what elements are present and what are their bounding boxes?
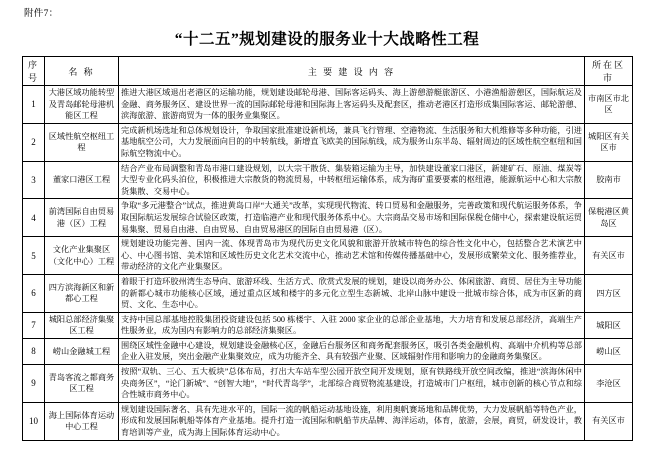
row-region: 城阳区 (585, 312, 633, 338)
row-content: 结合产业布局调整和青岛市港口建设规划，以大宗干散货、集装箱运输为主导，加快建设董家口港区，新建矿石、原油、煤炭等大型专业化码头泊位，积极推进大宗散货的物流贸易，中转枢纽运输体系，成为海矿重要要素的枢纽港，能源航运中心和大宗散货集散、交易中心。 (119, 161, 585, 199)
row-no: 6 (23, 274, 45, 312)
table-row (23, 402, 633, 440)
row-content: 规划建设功能完善、国内一流、体现青岛市为现代历史文化风貌和旅游开放城市特色的综合性文化中心，包括整合艺术演艺中心、中心图书馆、美术馆和区域性历史文化艺术交流中心，推动艺术馆和传媒传播基础中心，发展形成繁荣文化、服务推荐业，带动经济的文化产业集聚区。 (119, 237, 585, 275)
row-no: 7 (23, 312, 45, 338)
table-row (23, 338, 633, 364)
row-no: 2 (23, 123, 45, 161)
row-content: 争取“多元港整合”试点，推进黄岛口岸“大通关”改革，实现现代物流、转口贸易和金融服务，完善政策和现代航运服务体系，争取国际航运发展综合试验区政策，打造临港产业和现代服务体系中心。大宗商品交易市场和国际保税仓储中心，探索建设航运贸易集聚、贸易自由港、自由贸易、自由贸易港区的国际自由贸易港（区）。 (119, 199, 585, 237)
row-name: 前湾国际自由贸易港（区）工程 (45, 199, 119, 237)
row-no: 9 (23, 365, 45, 403)
table-row (23, 123, 633, 161)
row-content: 规划建设国际著名、具有先进水平的，国际一流的帆船运动基地设施，利用奥帆赛场地和品牌优势，大力发展帆船等特色产业，形成和发展国际帆船等体育产业基地。提升打造一流国际和帆船节庆品牌、海洋运动，体育，旅游，会展，商贸，研发设计，教育培训等产业，成为海上国际体育运动中心。 (119, 402, 585, 440)
column-header-region: 所在区市 (585, 57, 633, 86)
row-content: 推进大港区域退出老港区的运输功能，规划建设邮轮母港、国际客运码头、海上游憩游艇旅游区、小港渔船游憩区，国际航运及金融、商务服务区、建设世界一流的国际邮轮母港和国际海上客运码头及配套区，推动老港区打造形成集国际客运、邮轮游憩、滨海旅游、旅游商贸为一体的服务业集聚区。 (119, 86, 585, 124)
row-content: 完成新机场选址和总体规划设计，争取国家批准建设新机场，兼具飞行管理、空港物流、生活服务和大机维修等多种功能，引进基地航空公司，大力发展面向目的的中转航线，新增直飞欧美的国际航线，成为服务山东半岛、辐射周边的区域性航空枢纽和国际航空物流中心。 (119, 123, 585, 161)
row-region: 崂山区 (585, 338, 633, 364)
row-name: 区域性航空枢纽工程 (45, 123, 119, 161)
row-name: 大港区域功能转型及青岛邮轮母港机能区工程 (45, 86, 119, 124)
table-row (23, 274, 633, 312)
row-content: 按照“双轨、三心、五大板块”总体布局，打出大车站车型公园开放空间开发规划，原有铁路线开放空间改编，推进“滨海休闲中央商务区”，“论门新城”、“创智大地”，“时代青岛学”，北部综合商贸物流基建设，打造城市门户枢纽，城市创新的核心节点和综合性城市商务中心。 (119, 365, 585, 403)
row-name: 文化产业集聚区（文化中心）工程 (45, 237, 119, 275)
row-no: 10 (23, 402, 45, 440)
table-row (23, 312, 633, 338)
row-region: 市南区市北区 (585, 86, 633, 124)
row-name: 城阳总部经济集聚区工程 (45, 312, 119, 338)
column-header-no: 序号 (23, 57, 45, 86)
page-title: “十二五”规划建设的服务业十大战略性工程 (174, 31, 480, 48)
row-region: 有关区市 (585, 402, 633, 440)
row-region: 城阳区有关区市 (585, 123, 633, 161)
projects-table (22, 56, 633, 441)
row-content: 着眼于打造环胶州湾生态导向、旅游环线、生活方式、欣赏式发展的规划，建设以商务办公、体闲旅游、商贸、居住为主导功能的新都心城市功能核心区域，通过重点区域和楼宇的多元化立型生态新城、北岸山脉中建设一批城市综合体，成为市区新的商贸、文化、生态中心。 (119, 274, 585, 312)
column-header-content: 主 要 建 设 内 容 (119, 57, 585, 86)
row-name: 海上国际体育运动中心工程 (45, 402, 119, 440)
row-region: 胶南市 (585, 161, 633, 199)
table-header-row (23, 57, 633, 86)
row-region: 保税港区黄岛区 (585, 199, 633, 237)
row-region: 四方区 (585, 274, 633, 312)
row-content: 支持中国总部基地控股集团投资建设包括 500 栋楼宇、入驻 2000 家企业的总部企业基地，大力培育和发展总部经济，高端生产性服务业，成为国内有影响力的总部经济集聚区。 (119, 312, 585, 338)
row-name: 董家口港区工程 (45, 161, 119, 199)
row-no: 8 (23, 338, 45, 364)
table-row (23, 161, 633, 199)
row-no: 5 (23, 237, 45, 275)
row-no: 3 (23, 161, 45, 199)
row-no: 4 (23, 199, 45, 237)
table-row (23, 199, 633, 237)
attachment-label: 附件7： (24, 9, 59, 19)
row-name: 崂山金融城工程 (45, 338, 119, 364)
table-row (23, 237, 633, 275)
row-region: 有关区市 (585, 237, 633, 275)
table-header (23, 57, 633, 86)
row-no: 1 (23, 86, 45, 124)
row-region: 李沧区 (585, 365, 633, 403)
column-header-name: 名 称 (45, 57, 119, 86)
row-name: 四方滨海新区和新都心工程 (45, 274, 119, 312)
table-body (23, 86, 633, 441)
row-content: 围绕区域性金融中心建设，规划建设金融核心区，金融后台服务区和商务配套服务区，吸引各类金融机构、高端中介机构等总部企业入驻发展，突出金融产业集聚效应，成为功能齐全、具有较强产业聚、区域辐射作用和影响力的金融商务集聚区。 (119, 338, 585, 364)
table-row (23, 86, 633, 124)
row-name: 青岛客流之都商务区工程 (45, 365, 119, 403)
table-row (23, 365, 633, 403)
